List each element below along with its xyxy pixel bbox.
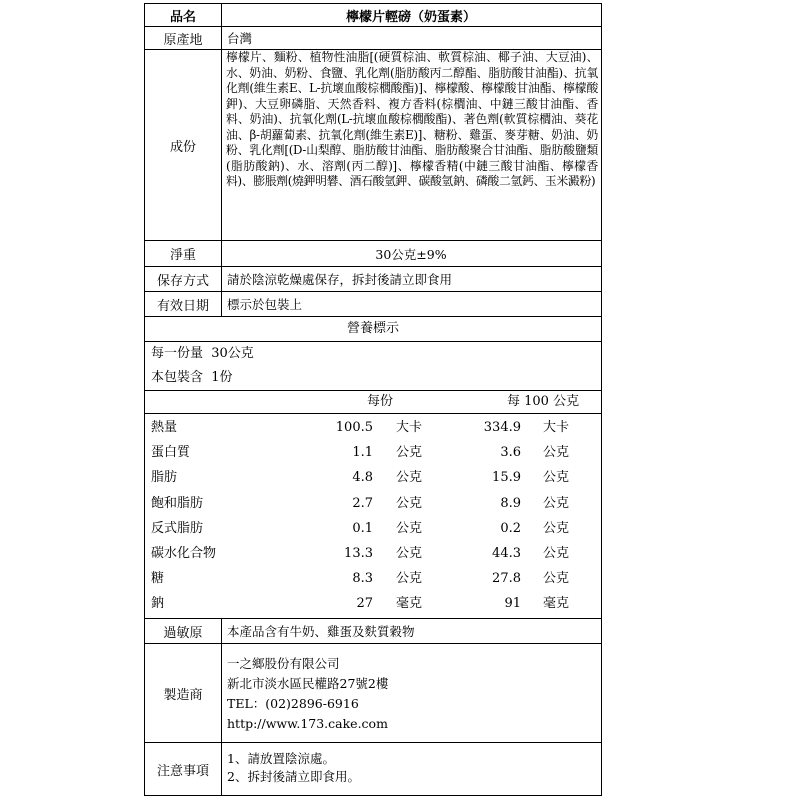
servings-per-package: 本包裝含 1份 xyxy=(151,370,233,385)
nutrition-row xyxy=(151,466,601,490)
product-name: 檸檬片輕磅（奶蛋素） xyxy=(345,9,476,25)
manufacturer-website: http://www.173.cake.com xyxy=(227,716,388,731)
per-100g-unit: 大卡 xyxy=(543,420,570,435)
per-100g-value: 8.9 xyxy=(500,495,521,511)
per-100g-value: 27.8 xyxy=(492,571,521,587)
per-serving-value: 8.3 xyxy=(352,571,373,587)
net-weight-row xyxy=(145,241,601,266)
allergen-value: 本產品含有牛奶、雞蛋及麩質穀物 xyxy=(227,624,415,639)
ingredients-text: 檸檬片、麵粉、植物性油脂[(硬質棕油、軟質棕油、椰子油、大豆油)、水、奶油、奶粉、食鹽、乳化劑(脂肪酸丙二醇酯、脂肪酸甘油酯)、抗氧化劑(維生素E、L-抗壞血酸棕櫚酸酯)]、檸檬酸、檸檬酸甘油酯、檸檬酸鉀)、大豆卵磷脂、天然香料、複方香料(棕櫚油、中鏈三酸甘油酯、香料、奶油)、抗氧化劑(L-抗壞血酸棕櫚酸酯)、著色劑(軟質棕櫚油、葵花油、β-胡蘿蔔素、抗氧化劑(維生素E)]、糖粉、雞蛋、麥芽糖、奶油、奶粉、乳化劑[(D-山梨醇、脂肪酸甘油酯、脂肪酸聚合甘油酯、脂肪酸鹽類(脂肪酸鈉)、水、溶劑(丙二醇)]、檸檬香精(中鏈三酸甘油酯、檸檬香料)、膨脹劑(燒鉀明礬、酒石酸氫鉀、碳酸氫鈉、磷酸二氫鈣、玉米澱粉) xyxy=(226,50,598,188)
per-serving-value: 27 xyxy=(356,596,373,612)
nutrient-name: 糖 xyxy=(151,571,165,587)
expiry-value: 標示於包裝上 xyxy=(227,297,303,312)
per-100g-unit: 公克 xyxy=(543,495,570,511)
nutrition-row xyxy=(151,416,601,440)
allergen-label: 過敏原 xyxy=(163,625,203,641)
origin-value: 台灣 xyxy=(227,31,253,46)
product-name-row xyxy=(145,4,601,26)
column-divider xyxy=(221,618,222,795)
nutrient-name: 鈉 xyxy=(151,596,165,612)
per-serving-unit: 大卡 xyxy=(396,420,423,435)
per-serving-value: 0.1 xyxy=(352,520,373,536)
per-serving-unit: 公克 xyxy=(396,571,423,587)
per-serving-unit: 公克 xyxy=(396,445,423,461)
per-100g-value: 15.9 xyxy=(492,470,521,486)
per-serving-unit: 公克 xyxy=(396,520,423,536)
nutrient-name: 蛋白質 xyxy=(151,445,191,461)
note-item: 1、請放置陰涼處。 xyxy=(227,751,335,766)
per-100g-value: 0.2 xyxy=(500,520,521,536)
nutrient-name: 反式脂肪 xyxy=(151,520,204,536)
per-100g-unit: 毫克 xyxy=(543,596,570,612)
storage-value: 請於陰涼乾燥處保存，拆封後請立即食用 xyxy=(227,272,453,287)
per-100g-unit: 公克 xyxy=(543,520,570,536)
per-100g-value: 3.6 xyxy=(500,445,521,461)
nutrition-label-table xyxy=(144,3,602,796)
per-100g-value: 91 xyxy=(504,596,521,612)
nutrition-row xyxy=(151,441,601,465)
manufacturer-address: 新北市淡水區民權路27號2樓 xyxy=(227,676,389,691)
nutrition-row xyxy=(151,567,601,591)
ingredients-row xyxy=(145,50,601,240)
per-100g-unit: 公克 xyxy=(543,546,570,561)
per-100g-value: 44.3 xyxy=(492,546,521,561)
per-serving-value: 100.5 xyxy=(335,420,373,435)
per-serving-value: 13.3 xyxy=(344,546,373,561)
per-serving-unit: 公克 xyxy=(396,470,423,486)
nutrient-name: 熱量 xyxy=(151,420,178,435)
origin-label: 原產地 xyxy=(163,32,203,48)
expiry-row xyxy=(145,292,601,316)
storage-row xyxy=(145,267,601,291)
nutrition-row xyxy=(151,542,601,566)
per-100g-unit: 公克 xyxy=(543,470,570,486)
net-weight-label: 淨重 xyxy=(169,248,196,263)
notes-row xyxy=(145,743,601,795)
note-item: 2、拆封後請立即食用。 xyxy=(227,769,360,784)
nutrition-row xyxy=(151,517,601,541)
serving-size: 每一份量 30公克 xyxy=(151,346,254,361)
allergen-row xyxy=(145,619,601,643)
nutrition-column-headers xyxy=(145,391,601,413)
nutrition-row xyxy=(151,492,601,516)
nutrient-name: 脂肪 xyxy=(151,470,178,486)
per-serving-header: 每份 xyxy=(367,394,394,409)
manufacturer-label: 製造商 xyxy=(163,687,203,703)
notes-label: 注意事項 xyxy=(156,763,209,779)
nutrient-name: 飽和脂肪 xyxy=(151,495,204,511)
per-serving-unit: 公克 xyxy=(396,495,423,511)
manufacturer-row xyxy=(145,644,601,742)
origin-row xyxy=(145,27,601,49)
nutrition-title: 營養標示 xyxy=(346,321,399,336)
expiry-label: 有效日期 xyxy=(156,298,209,314)
ingredients-label: 成份 xyxy=(169,139,196,155)
per-serving-value: 4.8 xyxy=(352,470,373,486)
per-100g-value: 334.9 xyxy=(483,420,521,435)
divider xyxy=(145,413,601,414)
product-name-label: 品名 xyxy=(169,9,196,25)
per-100g-unit: 公克 xyxy=(543,445,570,461)
per-100g-unit: 公克 xyxy=(543,571,570,587)
storage-label: 保存方式 xyxy=(156,273,209,289)
manufacturer-phone: TEL：(02)2896-6916 xyxy=(227,696,359,711)
nutrition-row xyxy=(151,592,601,616)
per-serving-value: 2.7 xyxy=(352,495,373,511)
column-divider xyxy=(221,4,222,316)
manufacturer-name: 一之鄉股份有限公司 xyxy=(227,656,340,671)
nutrient-name: 碳水化合物 xyxy=(151,546,217,561)
net-weight-value: 30公克±9% xyxy=(375,246,447,262)
per-serving-value: 1.1 xyxy=(352,445,373,461)
per-serving-unit: 毫克 xyxy=(396,596,423,612)
per-100g-header: 每 100 公克 xyxy=(507,394,580,409)
per-serving-unit: 公克 xyxy=(396,546,423,561)
